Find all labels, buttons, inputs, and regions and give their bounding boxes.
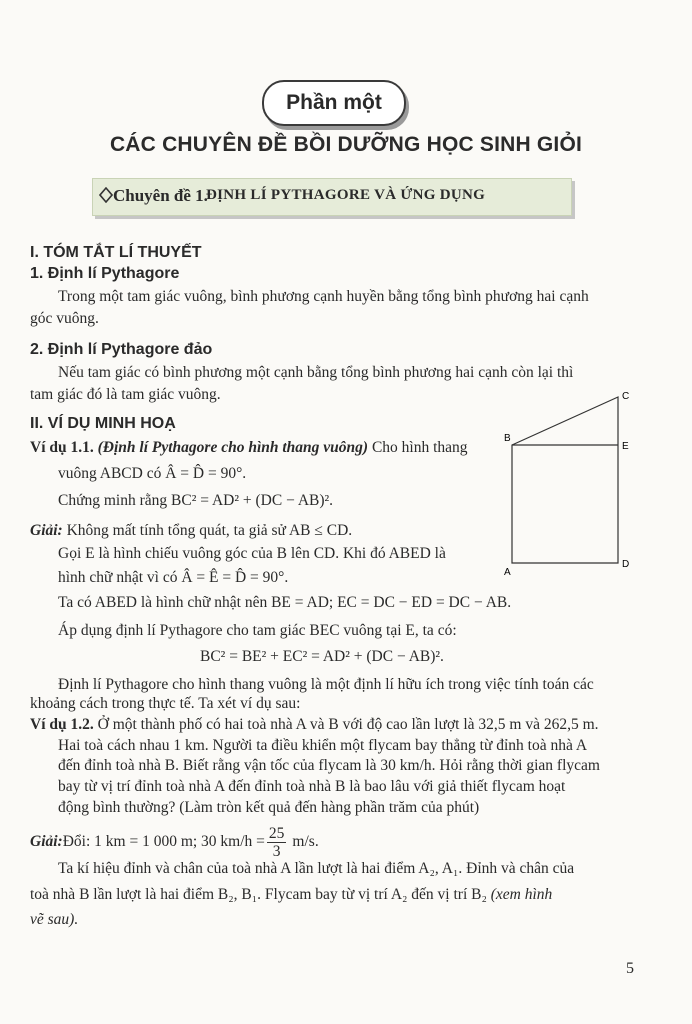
solution-label: Giải: <box>30 833 63 850</box>
solution-line2: Gọi E là hình chiếu vuông góc của B lên CD. Khi đó ABED là <box>58 545 446 562</box>
converse-text-line1: Nếu tam giác có bình phương một cạnh bằng tổng bình phương hai cạnh còn lại thì <box>58 364 574 381</box>
theorem-text-line1: Trong một tam giác vuông, bình phương cạnh huyền bằng tổng bình phương hai cạnh <box>58 288 589 305</box>
trapezoid-figure <box>498 385 648 575</box>
example-1-1-line1 <box>30 437 468 459</box>
example-1-1-line2 <box>58 463 246 485</box>
solution2-line4: vẽ sau). <box>30 911 79 928</box>
subheading-pythagore: 1. Định lí Pythagore <box>30 265 180 282</box>
theorem-text-line2: góc vuông. <box>30 310 99 327</box>
example-text: Chứng minh rằng <box>58 492 168 509</box>
topic-title: ĐỊNH LÍ PYTHAGORE VÀ ỨNG DỤNG <box>206 187 486 203</box>
point-label: C <box>622 391 630 402</box>
example-label: Ví dụ 1.1. <box>30 439 94 456</box>
example-text: Ở một thành phố có hai toà nhà A và B với độ cao lần lượt là 32,5 m và 262,5 m. <box>93 716 599 733</box>
angle-equation: Â = Ê = D̂ = 90°. <box>181 569 289 586</box>
example-1-2-line1 <box>30 714 599 736</box>
example-title: (Định lí Pythagore cho hình thang vuông) <box>97 439 369 456</box>
solution-text: Đổi: 1 km = 1 000 m; 30 km/h = <box>62 833 265 850</box>
example-label: Ví dụ 1.2. <box>30 716 94 733</box>
fraction-denominator: 3 <box>272 842 281 860</box>
solution-equation: BC² = BE² + EC² = AD² + (DC − AB)². <box>200 648 444 665</box>
solution-text: hình chữ nhật vì có <box>58 569 178 586</box>
solution-text-italic: (xem hình <box>490 886 553 903</box>
diamond-icon <box>99 187 113 203</box>
point-label: A <box>504 567 511 575</box>
solution-label: Giải: <box>30 522 63 539</box>
fraction-numerator: 25 <box>268 824 285 842</box>
example-text: Cho hình thang <box>368 439 468 456</box>
solution2-line3 <box>30 884 552 906</box>
page-number: 5 <box>626 960 634 977</box>
example-1-2-line2: Hai toà cách nhau 1 km. Người ta điều khiển một flycam bay thẳng từ đỉnh toà nhà A <box>58 737 588 754</box>
solution-line4: Ta có ABED là hình chữ nhật nên BE = AD; EC = DC − ED = DC − AB. <box>58 594 512 611</box>
example-1-2-line5: động bình thường? (Làm tròn kết quả đến hàng phần trăm của phút) <box>58 799 480 816</box>
example-1-2-line4: bay từ vị trí đỉnh toà nhà A đến đỉnh toà nhà B là bao lâu với giả thiết flycam hoạt <box>58 778 566 795</box>
section-heading-1: I. TÓM TẮT LÍ THUYẾT <box>30 244 202 261</box>
solution-line1 <box>30 520 352 542</box>
example-1-2-line3: đến đỉnh toà nhà B. Biết rằng vận tốc của flycam là 30 km/h. Hỏi rằng thời gian flycam <box>58 757 600 774</box>
unit-text: m/s. <box>292 833 319 850</box>
claim-equation: BC² = AD² + (DC − AB)². <box>171 492 334 509</box>
angle-equation: Â = D̂ = 90°. <box>165 465 247 482</box>
subheading-converse: 2. Định lí Pythagore đảo <box>30 341 213 358</box>
example-text: vuông ABCD có <box>58 465 162 482</box>
converse-text-line2: tam giác đó là tam giác vuông. <box>30 386 221 403</box>
point-label: E <box>622 441 629 452</box>
main-title: CÁC CHUYÊN ĐỀ BỒI DƯỠNG HỌC SINH GIỎI <box>109 133 583 156</box>
point-label: B <box>504 433 511 444</box>
trapezoid-shape <box>512 397 618 563</box>
topic-label: Chuyên đề 1. <box>113 186 208 205</box>
solution-line3 <box>58 567 288 589</box>
solution-text: toà nhà B lần lượt là hai điểm B₂, B₁. Flycam bay từ vị trí A₂ đến vị trí B₂ <box>30 886 487 903</box>
example-1-1-line3 <box>58 490 333 512</box>
part-badge <box>262 80 406 126</box>
paragraph-line1: Định lí Pythagore cho hình thang vuông là một định lí hữu ích trong việc tính toán các <box>58 676 594 693</box>
paragraph-line2: khoảng cách trong thực tế. Ta xét ví dụ sau: <box>30 695 301 712</box>
part-label: Phần một <box>286 91 382 114</box>
solution2-line2: Ta kí hiệu đỉnh và chân của toà nhà A lần lượt là hai điểm A₂, A₁. Đỉnh và chân của <box>58 860 575 877</box>
fraction <box>267 825 287 860</box>
solution-line5: Áp dụng định lí Pythagore cho tam giác BEC vuông tại E, ta có: <box>58 622 457 639</box>
point-label: D <box>622 559 630 570</box>
solution-text: Không mất tính tổng quát, ta giả sử AB ≤ CD. <box>62 522 353 539</box>
section-heading-2: II. VÍ DỤ MINH HOẠ <box>30 415 176 432</box>
